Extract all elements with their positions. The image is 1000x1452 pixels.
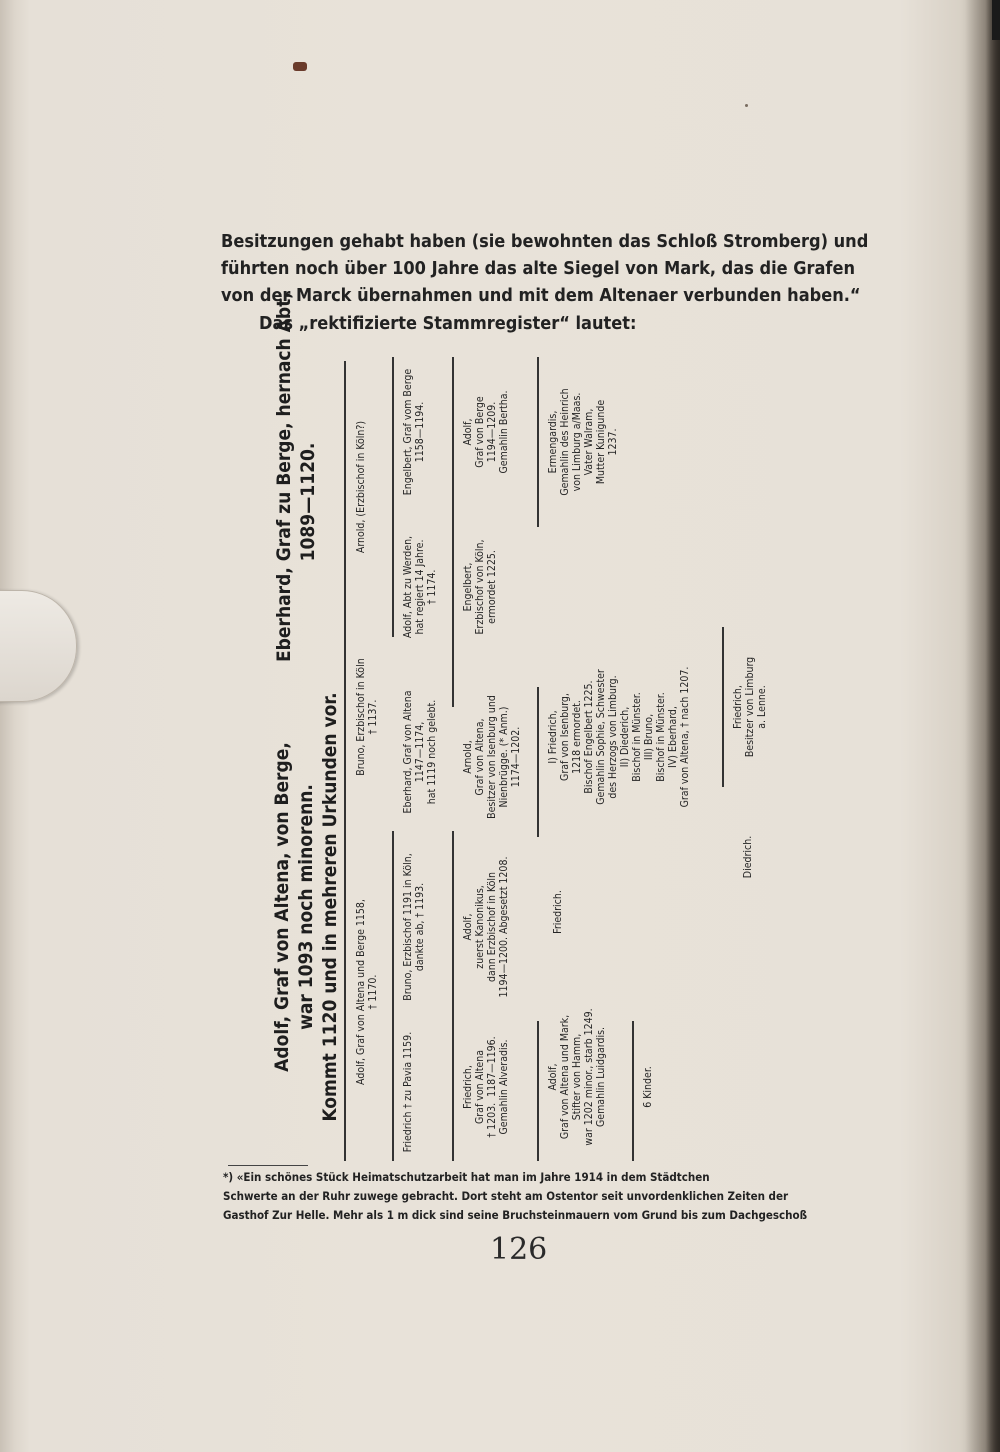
gen3-adolf-abt: Adolf, Abt zu Werden, hat regiert 14 Jahre. † 1174. [402,535,438,639]
bracket-gen5-b [537,687,539,837]
gen4-adolf: Adolf, zuerst Kanonikus, dann Erzbischof in Köln 1194—1200. Abgesetzt 1208. [462,856,510,998]
root-adolf: Adolf, Graf von Altena, von Berge, war 1093 noch minorenn. Kommt 1120 und in mehreren Urkunden vor. [271,692,341,1122]
footnote-line: Schwerte an der Ruhr zuwege gebracht. Dort steht am Ostentor seit unvordenklichen Zeiten der [223,1189,789,1203]
body-paragraph [221,228,869,309]
table-heading: Das „rektifizierte Stammregister“ lautet: [259,313,637,334]
bracket-gen6-b [722,627,724,787]
page-edge-shadow [965,0,1000,1452]
footnote-line: *) «Ein schönes Stück Heimatschutzarbeit hat man im Jahre 1914 in dem Städtchen [223,1170,710,1184]
paragraph-line: von der Marck übernahmen und mit dem Altenaer verbunden haben.“ [221,285,861,306]
bracket-gen3-b [392,357,394,637]
gen4-adolf-berge: Adolf, Graf von Berge 1194—1209. Gemahlin Bertha. [462,390,510,474]
footnote [223,1168,823,1225]
gen2-bruno: Bruno, Erzbischof in Köln † 1137. [355,658,379,776]
bracket-gen5-c [537,357,539,527]
bracket-gen6-a [632,1021,634,1161]
footnote-rule [228,1165,308,1166]
paper-clip-tab [0,590,77,702]
gen2-adolf: Adolf, Graf von Altena und Berge 1158, † 1170. [355,899,379,1085]
gen2-arnold: Arnold, (Erzbischof in Köln?) [355,420,367,554]
page-number: 126 [490,1232,548,1267]
gen5-friedrich: Friedrich. [552,890,564,934]
paragraph-line: Besitzungen gehabt haben (sie bewohnten das Schloß Stromberg) und [221,231,869,252]
root-eberhard: Eberhard, Graf zu Berge, hernach Abt, 1089—1120. [273,292,319,662]
bracket-gen4-b [452,357,454,707]
gen3-friedrich: Friedrich † zu Pavia 1159. [402,1031,414,1153]
gen4-arnold: Arnold, Graf von Altena, Besitzer von Isenburg und Nienbrügge. (* Anm.) 1174—1202. [462,695,522,819]
bracket-gen2 [344,361,346,1161]
paper-fleck [745,104,748,107]
footnote-line: Gasthof Zur Helle. Mehr als 1 m dick sind seine Bruchsteinmauern vom Grund bis zum Dachgeschoß [223,1208,808,1222]
gen4-friedrich: Friedrich, Graf von Altena † 1203. 1187—1196. Gemahlin Alveradis. [462,1036,510,1138]
paragraph-line: führten noch über 100 Jahre das alte Siegel von Mark, das die Grafen [221,258,855,279]
stain-mark [293,62,307,71]
bracket-gen5-a [537,1021,539,1161]
gen6-diedrich: Diedrich. [742,835,754,879]
gen3-engelbert: Engelbert, Graf vom Berge 1158—1194. [402,368,426,496]
bracket-gen3-a [392,831,394,1161]
gen6-friedrich: Friedrich, Besitzer von Limburg a. Lenne. [732,656,768,758]
gen5-children: I) Friedrich, Graf von Isenburg, 1218 ermordet. Bischof Engelbert 1225. Gemahlin Sophie, Schwester des Herzogs von Limburg. II) Diederich, Bischof in Münster. III) Bruno, Bischof in Münster. IV) Eberhard, Graf von Altena, † nach 1207. [547,666,691,808]
gen4-engelbert: Engelbert, Erzbischof von Köln, ermordet 1225. [462,539,498,635]
gen3-bruno: Bruno, Erzbischof 1191 in Köln, dankte ab, † 1193. [402,853,426,1001]
gen6-kinder: 6 Kinder. [642,1066,654,1108]
gen3-eberhard: Eberhard, Graf von Altena 1147—1174, hat 1119 noch gelebt. [402,690,438,814]
page-corner [992,0,1000,40]
gen5-adolf: Adolf, Graf von Altena und Mark, Stifter von Hamm, war 1202 minor., starb 1249. Gemahlin Luidgardis. [547,1008,607,1146]
bracket-gen4-a [452,831,454,1161]
gen5-ermengardis: Ermengardis, Gemahlin des Heinrich von Limburg a/Maas. Vater Walram, Mutter Kunigunde 1237. [547,388,619,496]
